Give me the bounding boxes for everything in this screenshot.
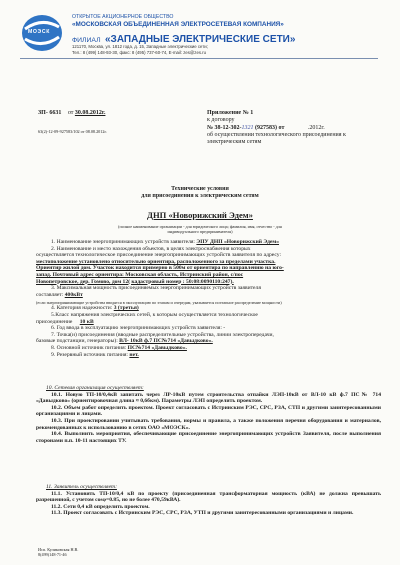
logo-text: МОЭСК [28,29,50,35]
executor-block [38,547,78,557]
item-7b [36,338,381,345]
executor-phone: 8(499)148-71-46 [38,552,67,557]
section-11-title: 11. Заявитель осуществляет: [46,484,117,490]
item-5a: 5.Класс напряжения электрических сетей, к которым осуществляется технологическое [51,311,258,318]
item-8 [36,345,381,352]
item-9-text: 9. Резервный источник питания: [51,351,128,358]
conditions-list [36,239,381,358]
item-9-value: нет. [129,351,139,358]
item-8-value: ПС№714 «Давыдково». [127,344,187,351]
applicant-caption [0,224,400,234]
item-2b: осуществляется технологическое присоединение энергопринимающих устройств заявителя по адресу: [36,252,282,259]
contract-year: .2012г. [307,124,325,131]
section-10-3: 10.3. При проектировании учитывать требования, нормы и правила, а также положения перечня оборудования и материалов, рекомендованных к использованию в сетях ОАО «МОЭСК». [36,417,381,431]
item-3b-text: составляет: [36,291,64,298]
item-2c: местоположение установлено относительно ориентира, расположенного за пределами участка. [36,258,276,265]
item-3-caption: (если энергопринимающие устройства вводятся в эксплуатацию по этапам и очередям, указывается поэтапное распределение мощности) [36,300,282,306]
item-1-value: ЭПУ ДНП «Новорижский Эдем» [196,239,280,245]
section-10-4: 10.4. Выполнить мероприятия, обеспечивающие присоединение энергопринимающих устройств Заявителя, после выполнения сторонами п.п. 10-11 настоящих ТУ. [36,431,381,444]
doc-title-line2: для присоединения к электрическим сетям [141,193,259,200]
item-7-value: ВЛ- 10кВ ф.7 ПС№714 «Давыдково». [119,338,213,345]
doc-title-line1: Технические условия [171,186,229,192]
section-10-2: 10.2. Объем работ определить проектом. Проект согласовать с Истринским РЭС, СРС, РЗА, СТП и другими заинтересованными организациями и лицами. [36,404,381,418]
item-2e: запад. Почтовый адрес ориентира: Московская область, Истринский район, с/пос [36,271,244,278]
letterhead-line1: ОТКРЫТОЕ АКЦИОНЕРНОЕ ОБЩЕСТВО [72,14,174,20]
item-1-text: 1. Наименование энергопринимающих устройств заявителя: [51,239,195,245]
letterhead-divider [20,58,378,59]
item-4-text: 4. Категория надежности: [51,305,113,312]
item-6: 6. Год ввода в эксплуатацию энергопринимающих устройств заявителя: - [51,325,226,332]
appendix-block [207,110,382,146]
applicant-name: ДНП «Новорижский Эдем» [147,210,253,220]
item-5-value: 10 кВ [79,318,94,325]
branch-prefix: ФИЛИАЛ [72,37,101,44]
section-11-3: 11.3. Проект согласовать с Истринским РЭС, СРС, РЗА, УТП и другими заинтересованными организациями и лицами. [51,510,354,517]
appendix-line5: электрическим сетям [207,139,262,146]
contract-suffix: (927583) от [255,124,285,131]
appendix-contract-line [207,125,382,132]
letterhead-address: 121170, Москва, ул. 1812 года, д. 15, Западные электрические сети; [72,44,208,49]
letterhead-line2: «МОСКОВСКАЯ ОБЪЕДИНЕННАЯ ЭЛЕКТРОСЕТЕВАЯ КОМПАНИЯ» [72,21,284,28]
section-11-1: 11.1. Установить ТП-10/0,4 кВ по проекту (присоединенная трансформаторная мощность (кВА) не должна превышать разрешенной, с учетом соsφ=0.85, но не более 470,59кВА). [36,490,381,504]
contract-prefix: № 38-12-302- [207,124,242,131]
item-5b-text: присоединение [36,318,73,325]
doc-title [0,186,400,201]
applicant-caption-2: индивидуального предпринимателя) [167,229,233,234]
item-1 [36,239,381,246]
branch-name: «ЗАПАДНЫЕ ЭЛЕКТРИЧЕСКИЕ СЕТИ» [105,34,296,45]
section-10-1: 10.1. Новую ТП-10/0,4кВ запитать через ЛР-10кВ путем строительства отпайки ЛЭП-10кВ от ВЛ-10 кВ ф.7 ПС№ 714 «Давыдково» (ориентировочная длина ≈ 0,6бкм). Параметры ЛЭП определить проектом. [36,391,381,405]
item-4-value: 3 (третья) [113,305,139,312]
item-8-text: 8. Основной источник питания: [51,344,127,351]
section-10-title: 10. Сетевая организация осуществляет: [46,385,144,391]
item-2f: Новопетровское, дер. Гомово, дом 12( кадастровый номер : 50:08:0090110:247). [36,278,234,285]
appendix-title: Приложение № 1 [207,110,254,116]
letterhead-contacts: Тел.: 8 (499) 148-93-30, факс: 8 (495) 737-60-74, E-mail: zes@zes.ru [72,50,206,55]
item-2a: 2. Наименование и место нахождения объектов, в целях электроснабжения которых [51,245,251,252]
contract-hand: 1321 [241,124,254,131]
reg-stamp: 63(2)-12-09-927583/102 от 08.08.2012г. [38,129,107,134]
item-3-value: 400кВт [64,291,83,298]
appendix-contract-ref: к договору [207,117,235,124]
item-3b [36,292,381,299]
item-9 [36,352,381,359]
item-7a: 7. Точка(и) присоединения (вводные распределительные устройства, линии электропередачи, [51,331,274,338]
section-10 [36,385,381,444]
appendix-line4: об осуществлении технологического присоединения к [207,131,346,138]
executor-name: Исп. Куликовская Н.В. [38,547,79,552]
item-3a: 3. Максимальная мощность присоединяемых энергопринимающих устройств заявителя [51,285,261,292]
section-11 [36,484,381,517]
item-2d: Ориентир жилой дом. Участок находится примерно в 500м от ориентира по направлению на юго- [36,265,284,272]
item-7b-text: базовые подстанции, генераторы): [36,338,118,345]
item-4 [36,305,381,312]
applicant-caption-1: (полное наименование организации - для юридического лица; фамилия, имя, отчество - для [118,224,282,229]
reg-date-prefix: от [67,110,74,116]
section-11-2: 11.2. Сети 0,4 кВ определить проектом. [51,503,150,510]
reg-number: ЗП- 6631 [38,110,62,116]
reg-date: 30.08.2012г. [74,110,106,116]
reg-number-line [38,110,105,117]
